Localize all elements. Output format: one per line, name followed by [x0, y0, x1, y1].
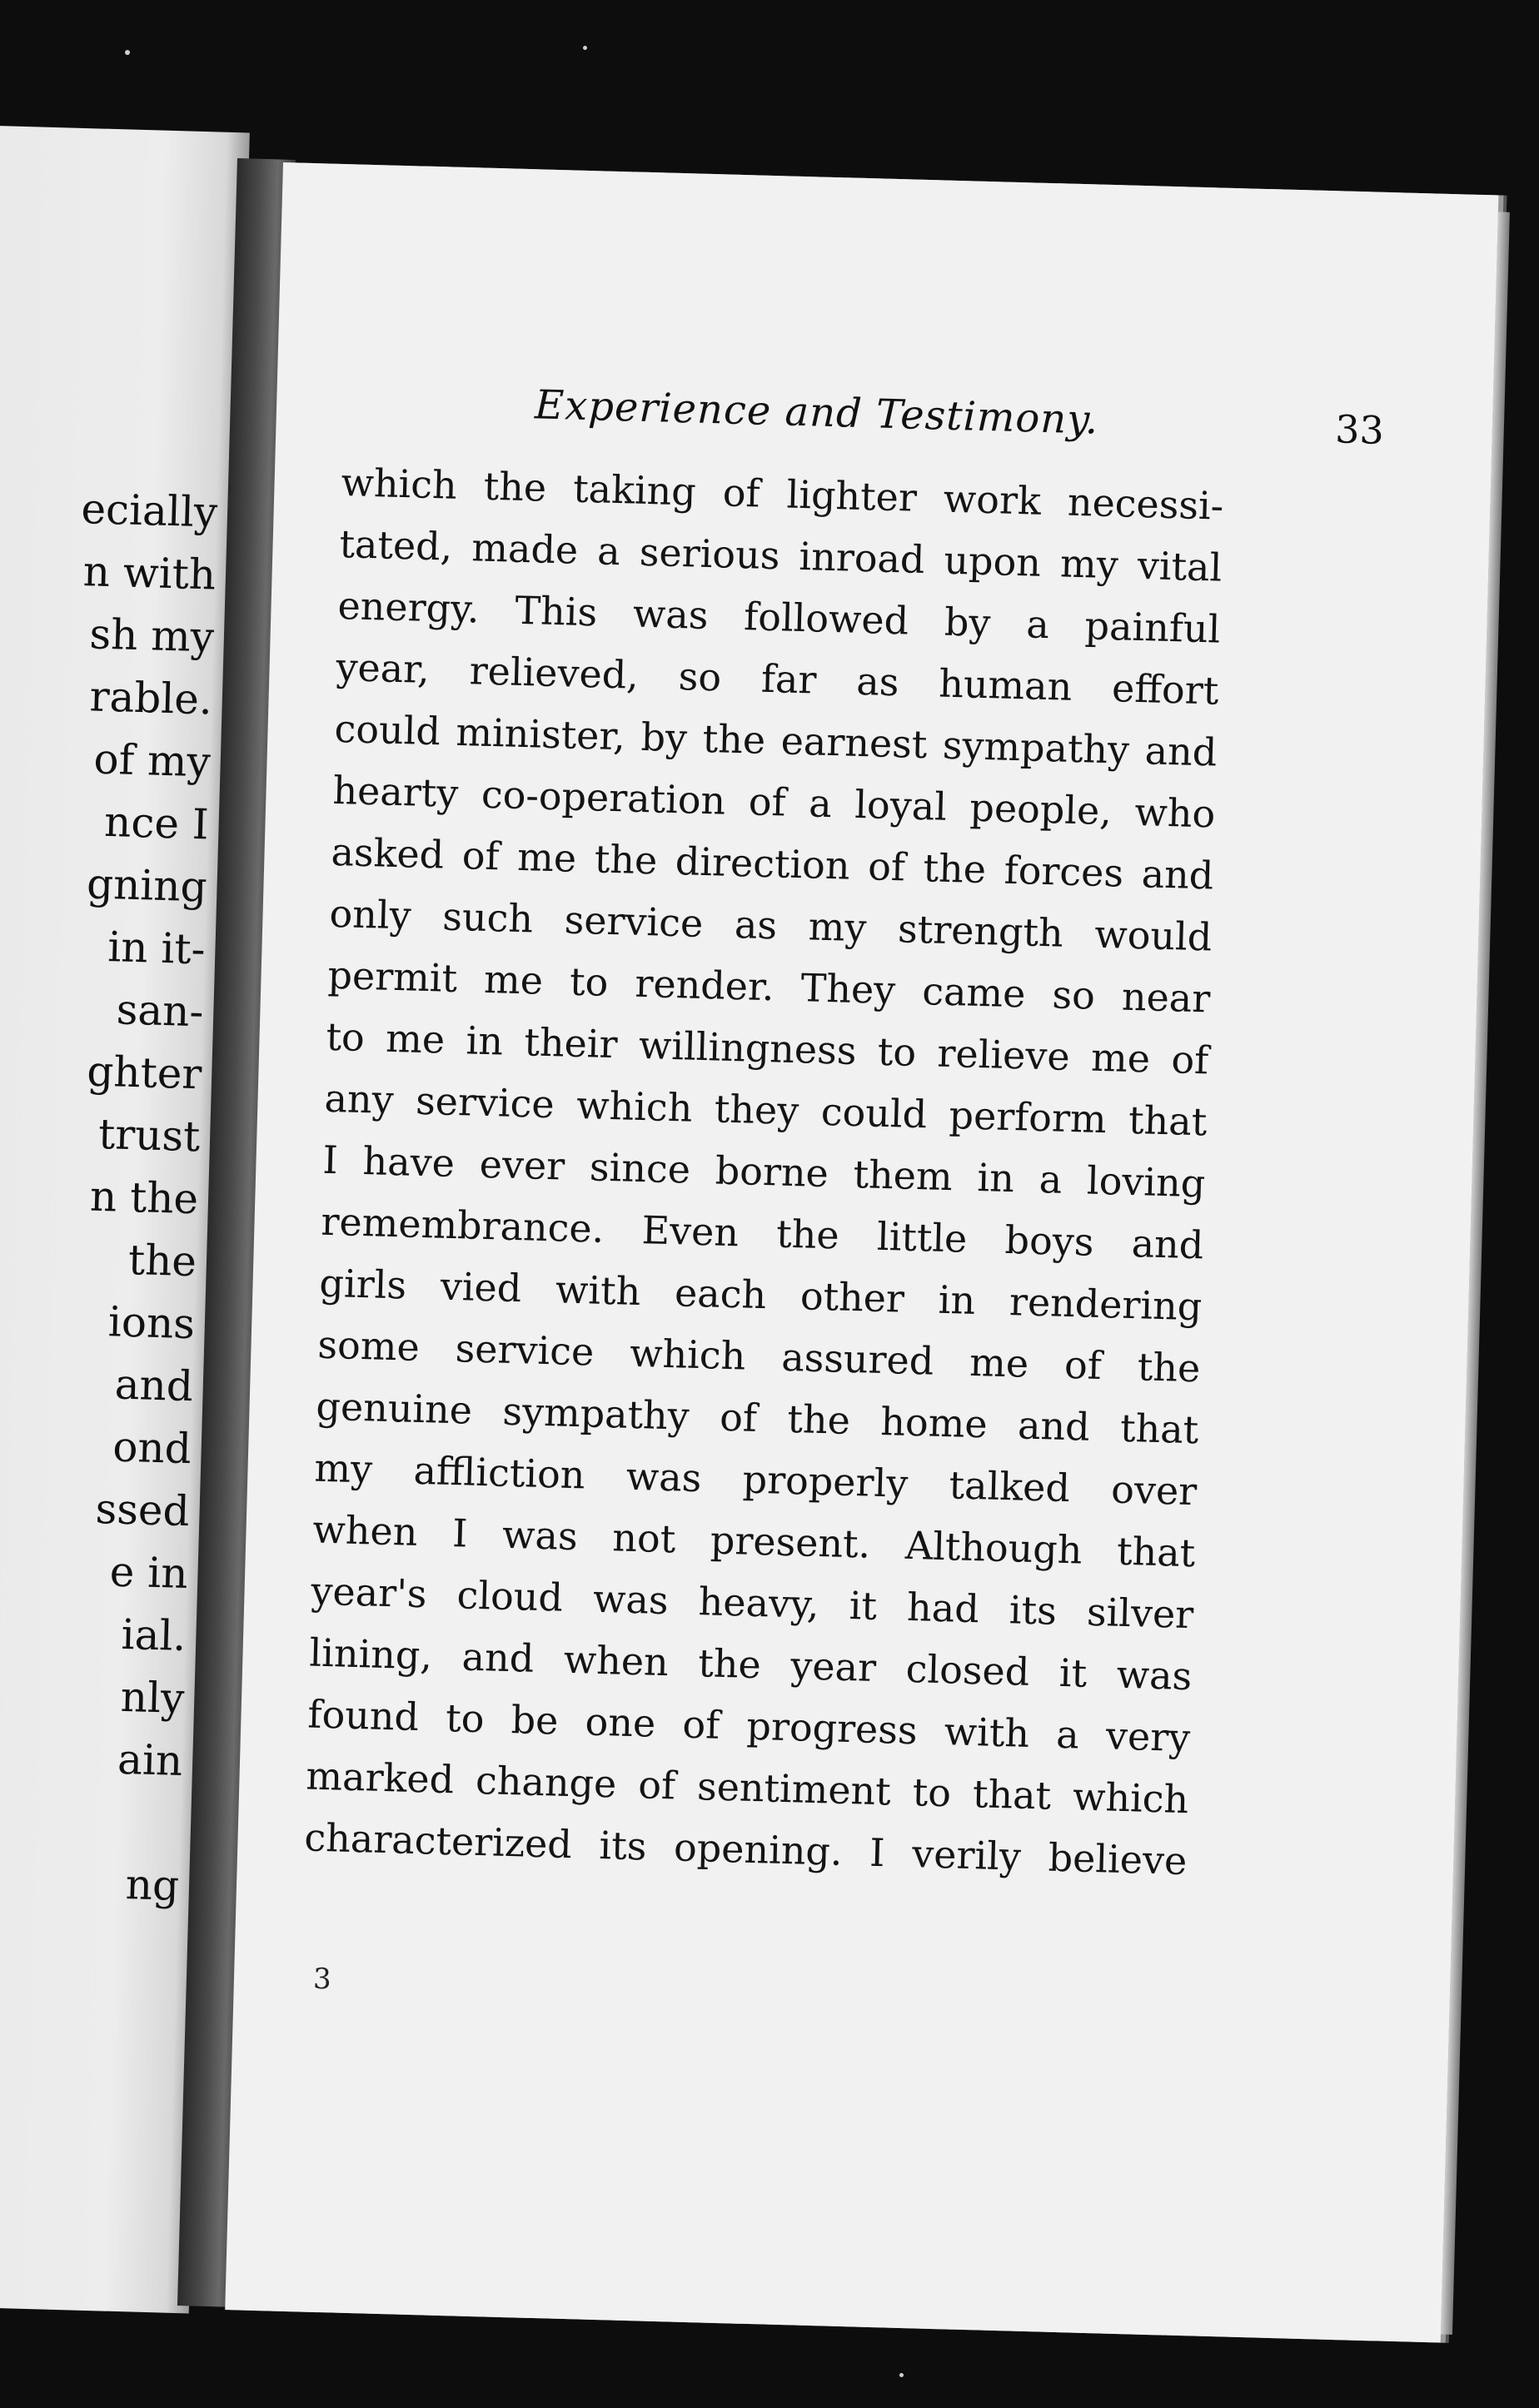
- left-text-fragment: e in: [109, 1547, 189, 1599]
- text-line: to me in their willingness to relieve me of: [325, 1013, 1209, 1083]
- left-text-fragment: trust: [97, 1109, 201, 1162]
- left-text-fragment: ial.: [120, 1609, 187, 1661]
- dust-speck: [125, 50, 130, 55]
- body-text: [304, 451, 1225, 1892]
- page-edge: [1441, 211, 1510, 2334]
- left-text-fragment: sh my: [88, 609, 215, 662]
- left-text-fragment: ain: [117, 1734, 184, 1785]
- text-line: which the taking of lighter work necessi-: [340, 460, 1224, 529]
- text-line: tated, made a serious inroad upon my vital: [338, 521, 1223, 590]
- left-text-fragment: [44, 1789, 182, 1855]
- text-line: only such service as my strength would: [328, 890, 1213, 960]
- text-line: found to be one of progress with a very: [306, 1691, 1191, 1761]
- left-text-fragment: gning: [86, 859, 208, 912]
- text-line: energy. This was followed by a painful: [336, 582, 1221, 652]
- left-page-text: [42, 478, 218, 1918]
- left-text-fragment: san-: [116, 985, 205, 1037]
- text-line: genuine sympathy of the home and that: [315, 1383, 1199, 1453]
- text-line: marked change of sentiment to that which: [305, 1753, 1189, 1823]
- right-page: [225, 162, 1498, 2343]
- text-line: asked of me the direction of the forces and: [330, 828, 1214, 898]
- left-text-fragment: n the: [89, 1172, 199, 1224]
- left-text-fragment: in it-: [107, 923, 207, 974]
- left-text-fragment: ssed: [94, 1484, 191, 1536]
- left-text-fragment: and: [113, 1360, 194, 1411]
- text-line: permit me to render. They came so near: [326, 952, 1211, 1022]
- page-number: 33: [1334, 406, 1385, 453]
- text-line: girls vied with each other in rendering: [318, 1260, 1203, 1330]
- left-text-fragment: nce I: [103, 797, 210, 849]
- dust-speck: [899, 2373, 904, 2377]
- left-text-fragment: the: [127, 1235, 197, 1286]
- left-text-fragment: n with: [82, 547, 217, 600]
- left-text-fragment: of my: [92, 734, 212, 787]
- text-line: any service which they could perform that: [323, 1075, 1208, 1145]
- text-line: when I was not present. Although that: [311, 1506, 1196, 1576]
- text-line: my affliction was properly talked over: [313, 1445, 1198, 1515]
- left-text-fragment: ecially: [80, 485, 218, 537]
- left-text-fragment: rable.: [88, 672, 213, 724]
- text-line: characterized its opening. I verily believe: [303, 1814, 1188, 1884]
- left-text-fragment: ng: [125, 1860, 180, 1910]
- running-title: Experience and Testimony.: [534, 381, 1099, 444]
- text-line: remembrance. Even the little boys and: [320, 1198, 1204, 1268]
- page-header: [534, 381, 1385, 471]
- text-line: year, relieved, so far as human effort: [335, 644, 1219, 714]
- text-line: could minister, by the earnest sympathy and: [333, 705, 1218, 775]
- text-line: lining, and when the year closed it was: [308, 1629, 1193, 1699]
- dust-speck: [583, 46, 587, 50]
- left-text-fragment: ond: [112, 1422, 192, 1474]
- signature-mark: 3: [312, 1962, 332, 1997]
- text-line: year's cloud was heavy, it had its silver: [310, 1568, 1194, 1638]
- left-text-fragment: nly: [120, 1672, 186, 1724]
- text-line: some service which assured me of the: [316, 1321, 1201, 1391]
- text-line: hearty co-operation of a loyal people, who: [331, 767, 1216, 837]
- left-text-fragment: ions: [107, 1297, 196, 1349]
- text-line: I have ever since borne them in a loving: [321, 1137, 1206, 1206]
- left-text-fragment: ghter: [86, 1047, 203, 1099]
